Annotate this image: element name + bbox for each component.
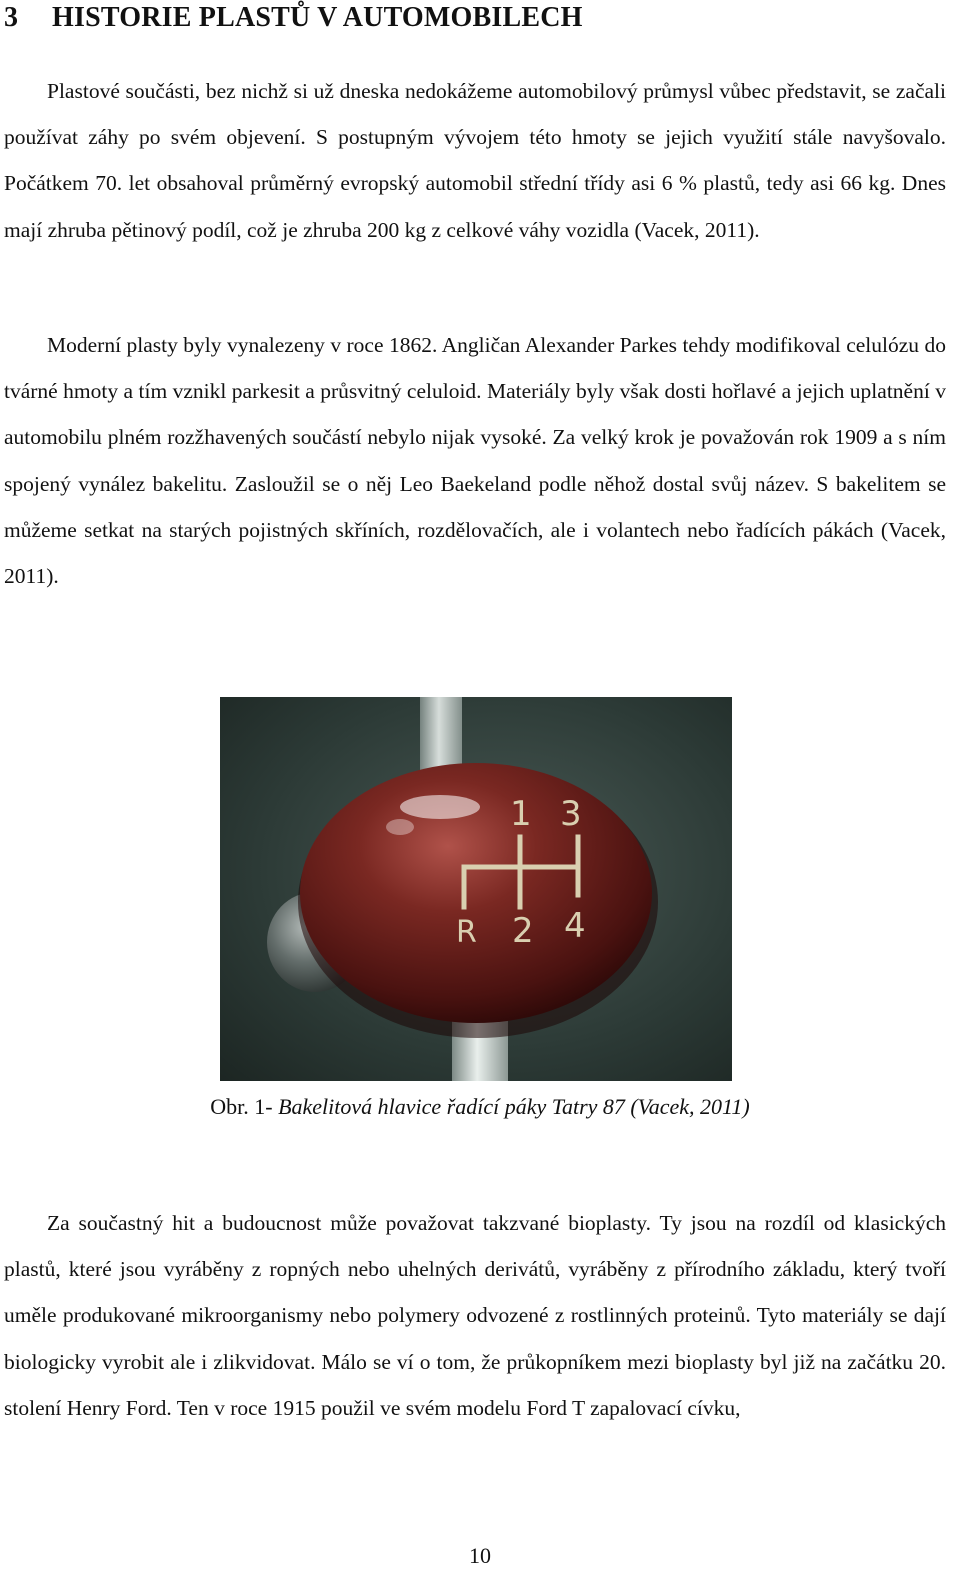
- caption-prefix: Obr. 1-: [210, 1094, 279, 1119]
- figure-gear-knob-photo: [220, 697, 732, 1081]
- gear-label-r: R: [456, 915, 477, 950]
- paragraph-history: Moderní plasty byly vynalezeny v roce 1862. Angličan Alexander Parkes tehdy modifikoval celulózu do tvárné hmoty a tím vznikl parkesit a průsvitný celuloid. Materiály byly však dosti hořlavé a jejich uplatnění v automobilu plném rozžhavených součástí nebylo nijak vysoké. Za velký krok je považován rok 1909 a s ním spojený vynález bakelitu. Zasloužil se o něj Leo Baekeland podle něhož dostal svůj název. S bakelitem se můžeme setkat na starých pojistných skříních, rozdělovačích, ale i volantech nebo řadících pákách (Vacek, 2011).: [4, 333, 946, 589]
- gear-label-4: 4: [564, 906, 586, 946]
- gear-label-3: 3: [560, 794, 582, 834]
- gear-label-1: 1: [510, 794, 532, 834]
- page-number: 10: [469, 1543, 491, 1568]
- chapter-number: 3: [4, 2, 19, 33]
- caption-title: Bakelitová hlavice řadící páky Tatry 87 (Vacek, 2011): [278, 1094, 750, 1119]
- chapter-title: HISTORIE PLASTŮ V AUTOMOBILECH: [52, 2, 583, 33]
- gear-label-2: 2: [512, 911, 534, 951]
- paragraph-intro: Plastové součásti, bez nichž si už dneska nedokážeme automobilový průmysl vůbec představit, se začali používat záhy po svém objevení. S postupným vývojem této hmoty se jejich využití stále navyšovalo. Počátkem 70. let obsahoval průměrný evropský automobil střední třídy asi 6 % plastů, tedy asi 66 kg. Dnes mají zhruba pětinový podíl, což je zhruba 200 kg z celkové váhy vozidla (Vacek, 2011).: [4, 79, 946, 242]
- paragraph-bioplastics: Za součastný hit a budoucnost může považovat takzvané bioplasty. Ty jsou na rozdíl od klasických plastů, které jsou vyráběny z ropných nebo uhelných derivátů, vyráběny z přírodního základu, který tvoří uměle produkované mikroorganismy nebo polymery odvozené z rostlinných proteinů. Tyto materiály se dají biologicky vyrobit ale i zlikvidovat. Málo se ví o tom, že průkopníkem mezi bioplasty byl již na začátku 20. stolení Henry Ford. Ten v roce 1915 použil ve svém modelu Ford T zapalovací cívku,: [4, 1211, 946, 1420]
- chapter-heading: [4, 2, 583, 34]
- figure-caption: [0, 1094, 960, 1120]
